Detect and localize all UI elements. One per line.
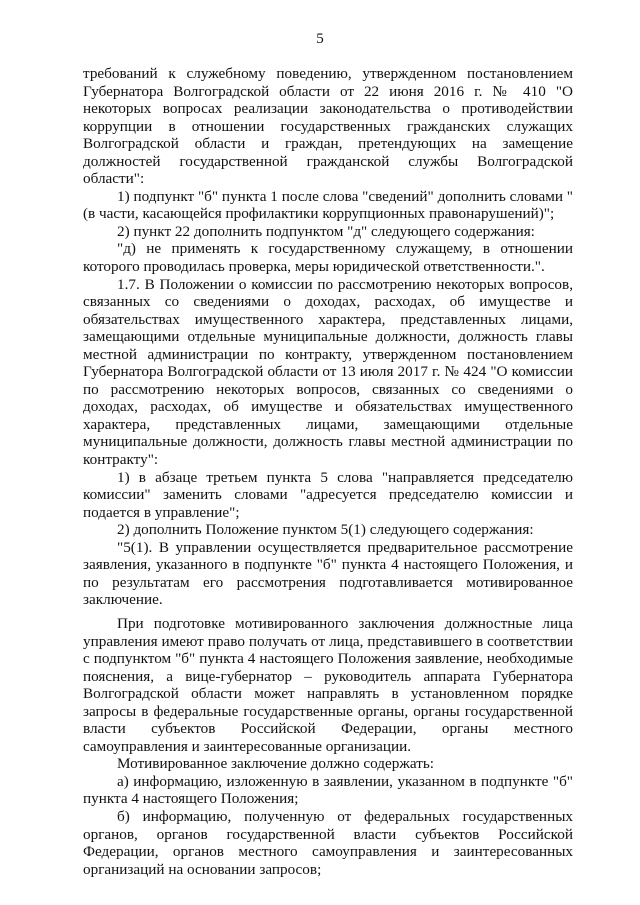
paragraph-preparation: При подготовке мотивированного заключения должностные лица управления имеют право получать от лица, представившего в соответствии с подпунктом "б" пункта 4 настоящего Положения заявление, необходимые пояснения, а вице-губернатор – руководитель аппарата Губернатора Волгоградской области может направлять в установленном порядке запросы в федеральные государственные органы, органы государственной власти субъектов Российской Федерации, органы местного самоуправления и заинтересованные организации. — [83, 614, 573, 755]
paragraph-intro-continuation: требований к служебному поведению, утвержденном постановлением Губернатора Волгоградской области от 22 июня 2016 г. № 410 "О некоторых вопросах реализации законодательства о противодействии коррупции в отношении государственных гражданских служащих Волгоградской области и граждан, претендующих на замещение должностей государственной гражданской службы Волгоградской области": — [83, 65, 573, 188]
paragraph-amendment-1: 1) в абзаце третьем пункта 5 слова "направляется председателю комиссии" заменить словами "адресуется председателю комиссии и подается в управление"; — [83, 468, 573, 521]
paragraph-item-2: 2) пункт 22 дополнить подпунктом "д" следующего содержания: — [117, 222, 535, 240]
paragraph-point-a: а) информацию, изложенную в заявлении, указанном в подпункте "б" пункта 4 настоящего Положения; — [83, 772, 573, 808]
paragraph-section-1-7: 1.7. В Положении о комиссии по рассмотрению некоторых вопросов, связанных со сведениями о доходах, расходах, об имуществе и обязательствах имущественного характера, представленных лицами, замещающими отдельные муниципальные должности, должность главы местной администрации по контракту, утвержденном постановлением Губернатора Волгоградской области от 13 июля 2017 г. № 424 "О комиссии по рассмотрению некоторых вопросов, связанных со сведениями о доходах, расходах, об имуществе и обязательствах имущественного характера, представленных лицами, замещающими отдельные муниципальные должности, должность главы местной администрации по контракту": — [83, 275, 573, 469]
paragraph-item-1: 1) подпункт "б" пункта 1 после слова "сведений" дополнить словами "(в части, касающейся профилактики коррупционных правонарушений)"; — [83, 187, 573, 223]
document-body — [83, 65, 573, 878]
page-number: 5 — [316, 31, 324, 47]
paragraph-conclusion-contents: Мотивированное заключение должно содержать: — [117, 755, 434, 773]
paragraph-amendment-2: 2) дополнить Положение пунктом 5(1) следующего содержания: — [117, 521, 534, 539]
paragraph-point-b: б) информацию, полученную от федеральных государственных органов, органов государственной власти субъектов Российской Федерации, органов местного самоуправления и заинтересованных организаций на основании запросов; — [83, 807, 573, 878]
paragraph-subitem-d: "д) не применять к государственному служащему, в отношении которого проводилась проверка, меры юридической ответственности.". — [83, 240, 573, 276]
paragraph-clause-5-1: "5(1). В управлении осуществляется предварительное рассмотрение заявления, указанного в подпункте "б" пункта 4 настоящего Положения, и по результатам его рассмотрения подготавливается мотивированное заключение. — [83, 538, 573, 609]
